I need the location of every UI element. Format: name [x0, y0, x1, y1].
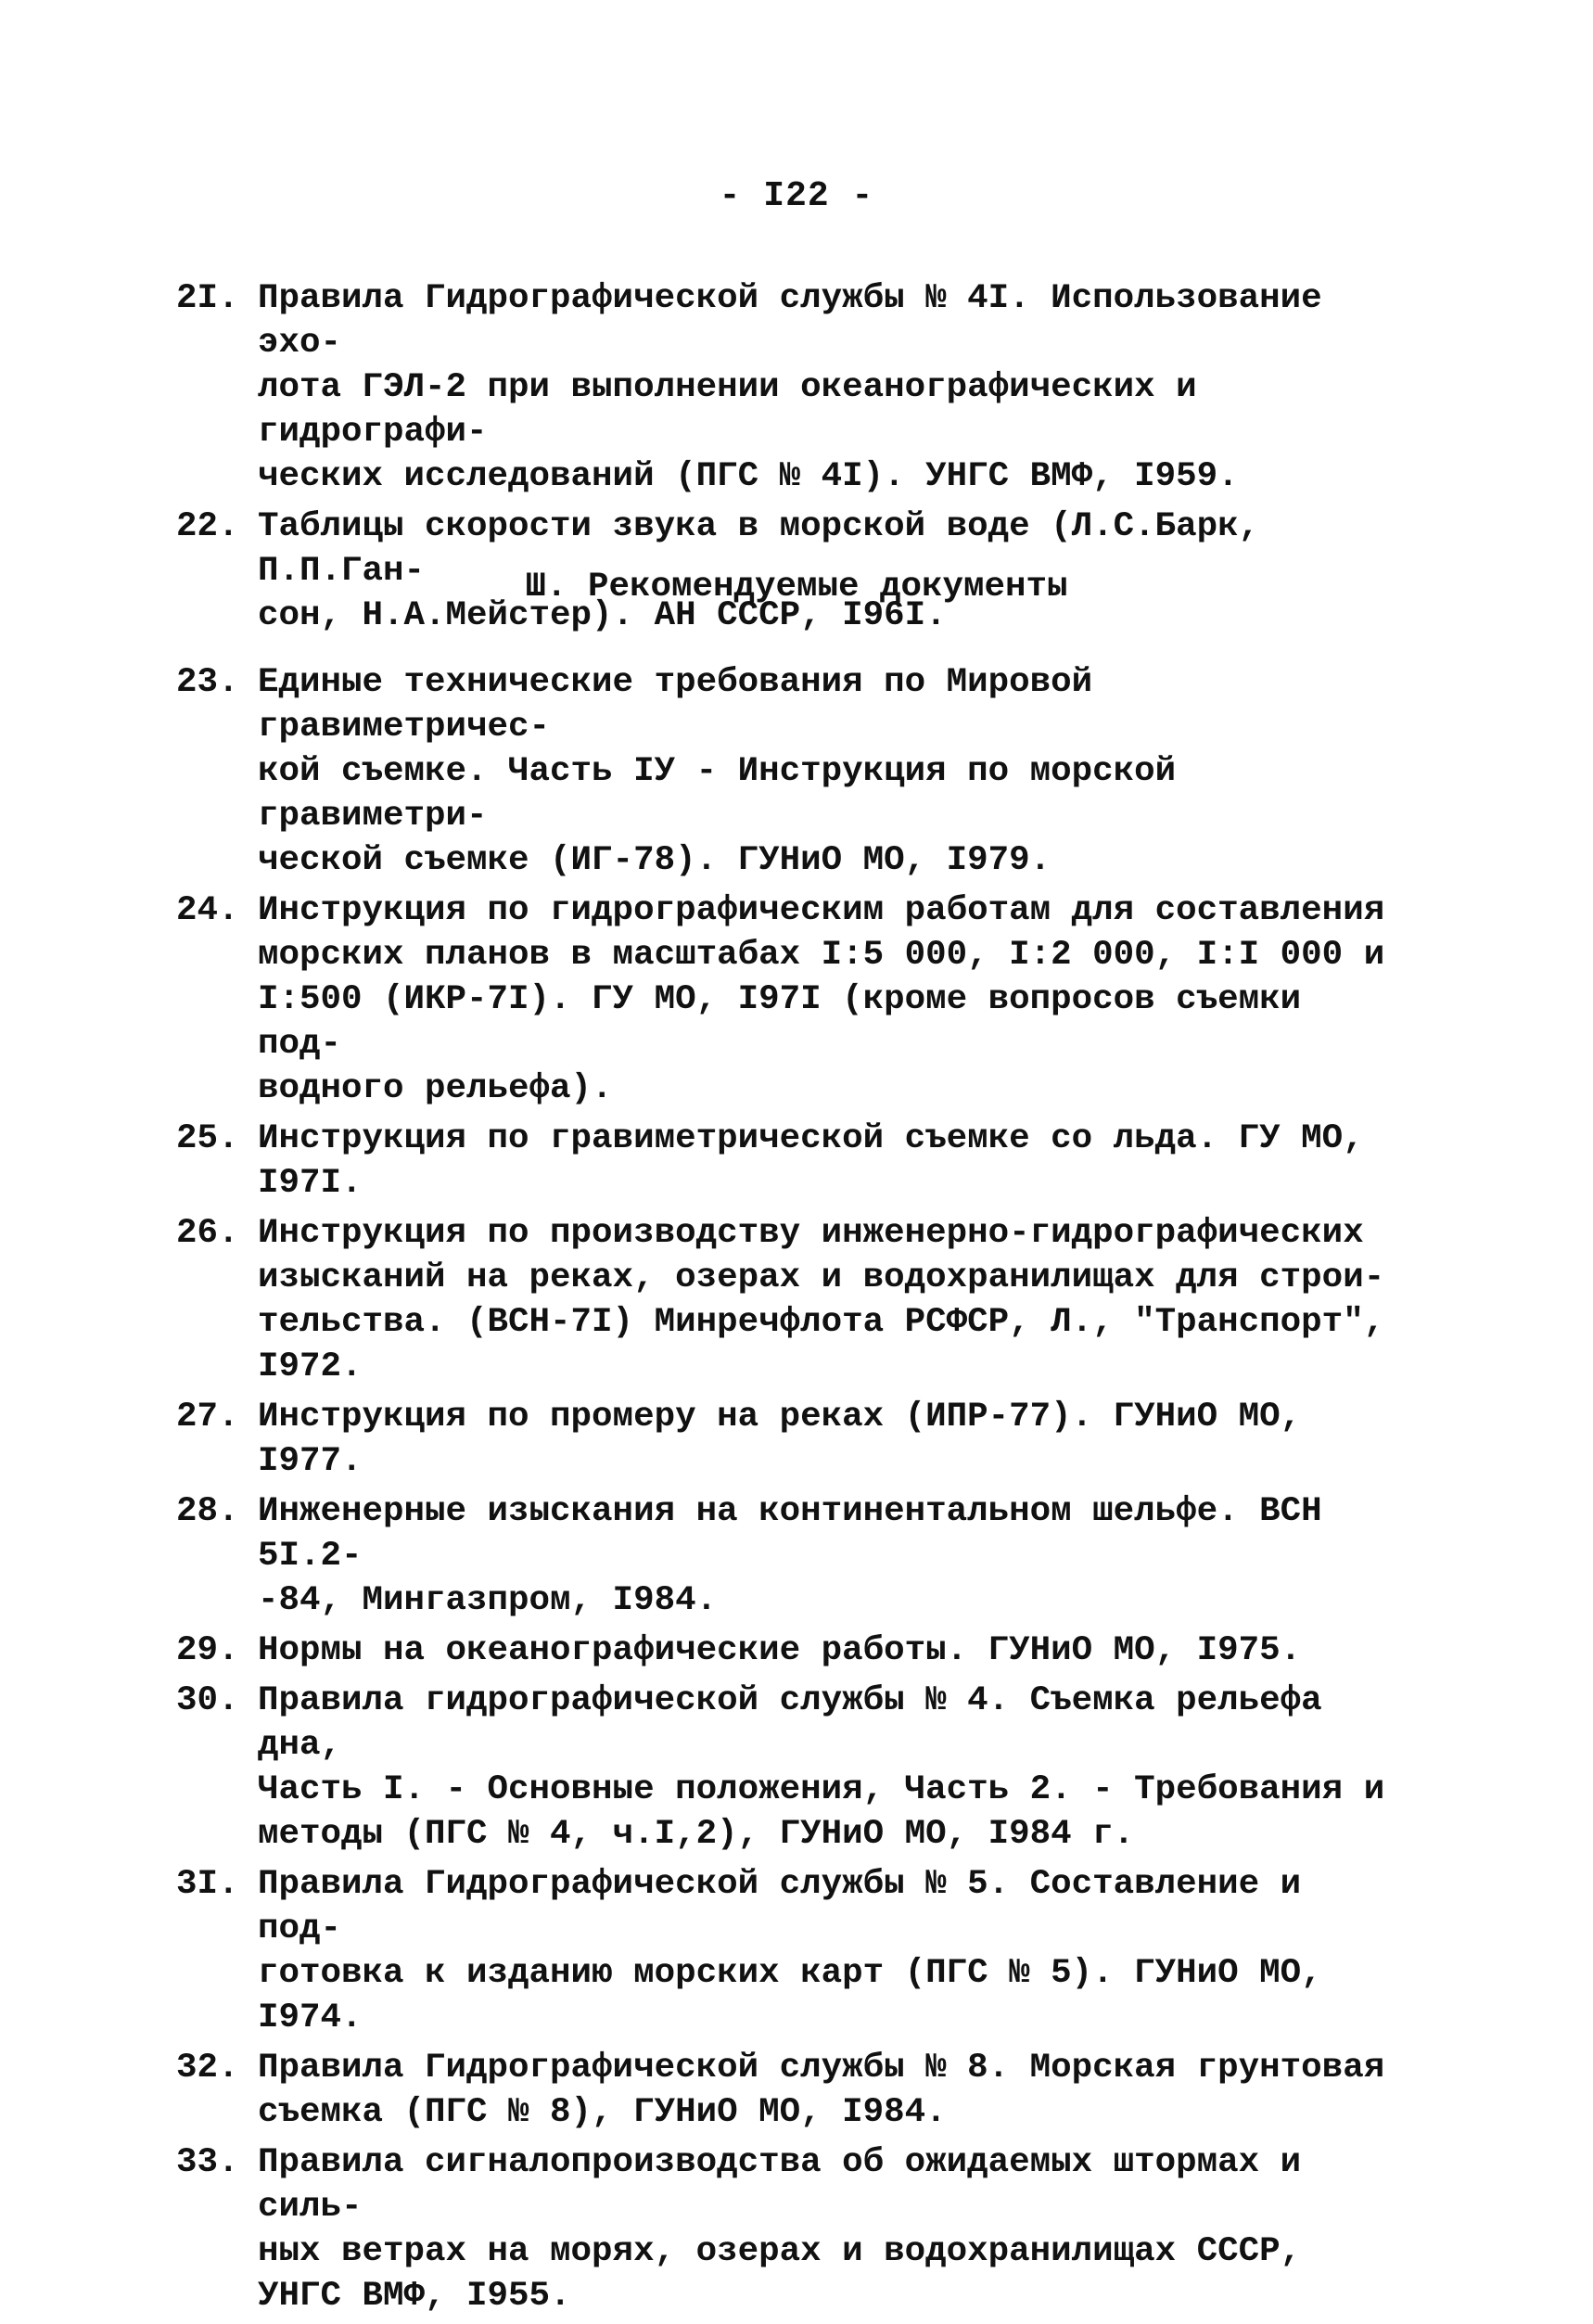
entry-text: Правила Гидрографической службы № 8. Морская грунтовая съемка (ПГС № 8), ГУНиО МО, I984. [258, 2049, 1385, 2132]
section-heading: Ш. Рекомендуемые документы [525, 568, 1068, 607]
entry-number: 33. [176, 2143, 239, 2182]
entry-text: Единые технические требования по Мировой гравиметричес- кой съемке. Часть IУ - Инструкция по морской гравиметри- ческой съемке (ИГ-78). ГУНиО МО, I979. [258, 663, 1177, 880]
entry-number: 32. [176, 2049, 239, 2088]
reference-entry-21 [176, 276, 1400, 499]
entry-text: Правила гидрографической службы № 4. Съемка рельефа дна, Часть I. - Основные положения, Часть 2. - Требования и методы (ПГС № 4, ч.I,2), ГУНиО МО, I984 г. [258, 1681, 1385, 1854]
entry-number: 23. [176, 663, 239, 702]
entry-number: 25. [176, 1119, 239, 1158]
entry-text: Инструкция по гидрографическим работам для составления морских планов в масштабах I:5 000, I:2 000, I:I 000 и I:500 (ИКР-7I). ГУ МО, I97I (кроме вопросов съемки под- водного рельефа). [258, 891, 1385, 1108]
entry-number: 28. [176, 1492, 239, 1531]
reference-entry-33 [176, 2140, 1400, 2318]
entry-number: 29. [176, 1631, 239, 1670]
reference-entry-24 [176, 888, 1400, 1111]
entry-text: Инженерные изыскания на континентальном шельфе. ВСН 5I.2- -84, Мингазпром, I984. [258, 1492, 1322, 1620]
entry-text: Таблицы скорости звука в морской воде (Л.С.Барк, П.П.Ган- сон, Н.А.Мейстер). АН СССР, I96I. [258, 507, 1260, 635]
reference-entry-32 [176, 2046, 1400, 2135]
entry-text: Правила Гидрографической службы № 5. Составление и под- готовка к изданию морских карт (ПГС № 5). ГУНиО МО, I974. [258, 1865, 1322, 2037]
entry-text: Правила Гидрографической службы № 4I. Использование эхо- лота ГЭЛ-2 при выполнении океанографических и гидрографи- ческих исследований (ПГС № 4I). УНГС ВМФ, I959. [258, 279, 1322, 496]
entry-text: Нормы на океанографические работы. ГУНиО МО, I975. [258, 1631, 1302, 1670]
entry-number: 27. [176, 1398, 239, 1437]
entry-number: 3I. [176, 1865, 239, 1904]
entry-text: Инструкция по промеру на реках (ИПР-77). ГУНиО МО, I977. [258, 1398, 1302, 1481]
entry-text: Правила сигналопроизводства об ожидаемых штормах и силь- ных ветрах на морях, озерах и водохранилищах СССР, УНГС ВМФ, I955. [258, 2143, 1302, 2316]
reference-entry-29 [176, 1628, 1400, 1673]
entry-number: 30. [176, 1681, 239, 1720]
entry-text: Инструкция по производству инженерно-гидрографических изысканий на реках, озерах и водохранилищах для строи- тельства. (ВСН-7I) Минречфлота РСФСР, Л., "Транспорт", I972. [258, 1214, 1385, 1386]
reference-entry-25 [176, 1117, 1400, 1206]
reference-entry-30 [176, 1679, 1400, 1857]
entry-number: 22. [176, 507, 239, 546]
entry-number: 26. [176, 1214, 239, 1253]
page-number: - I22 - [719, 176, 874, 216]
reference-list-part-2 [176, 660, 1400, 2324]
reference-entry-27 [176, 1395, 1400, 1484]
entry-text: Инструкция по гравиметрической съемке со льда. ГУ МО, I97I. [258, 1119, 1364, 1203]
reference-entry-28 [176, 1489, 1400, 1623]
reference-entry-26 [176, 1211, 1400, 1389]
entry-number: 2I. [176, 279, 239, 318]
reference-entry-31 [176, 1862, 1400, 2040]
entry-number: 24. [176, 891, 239, 930]
reference-entry-23 [176, 660, 1400, 883]
